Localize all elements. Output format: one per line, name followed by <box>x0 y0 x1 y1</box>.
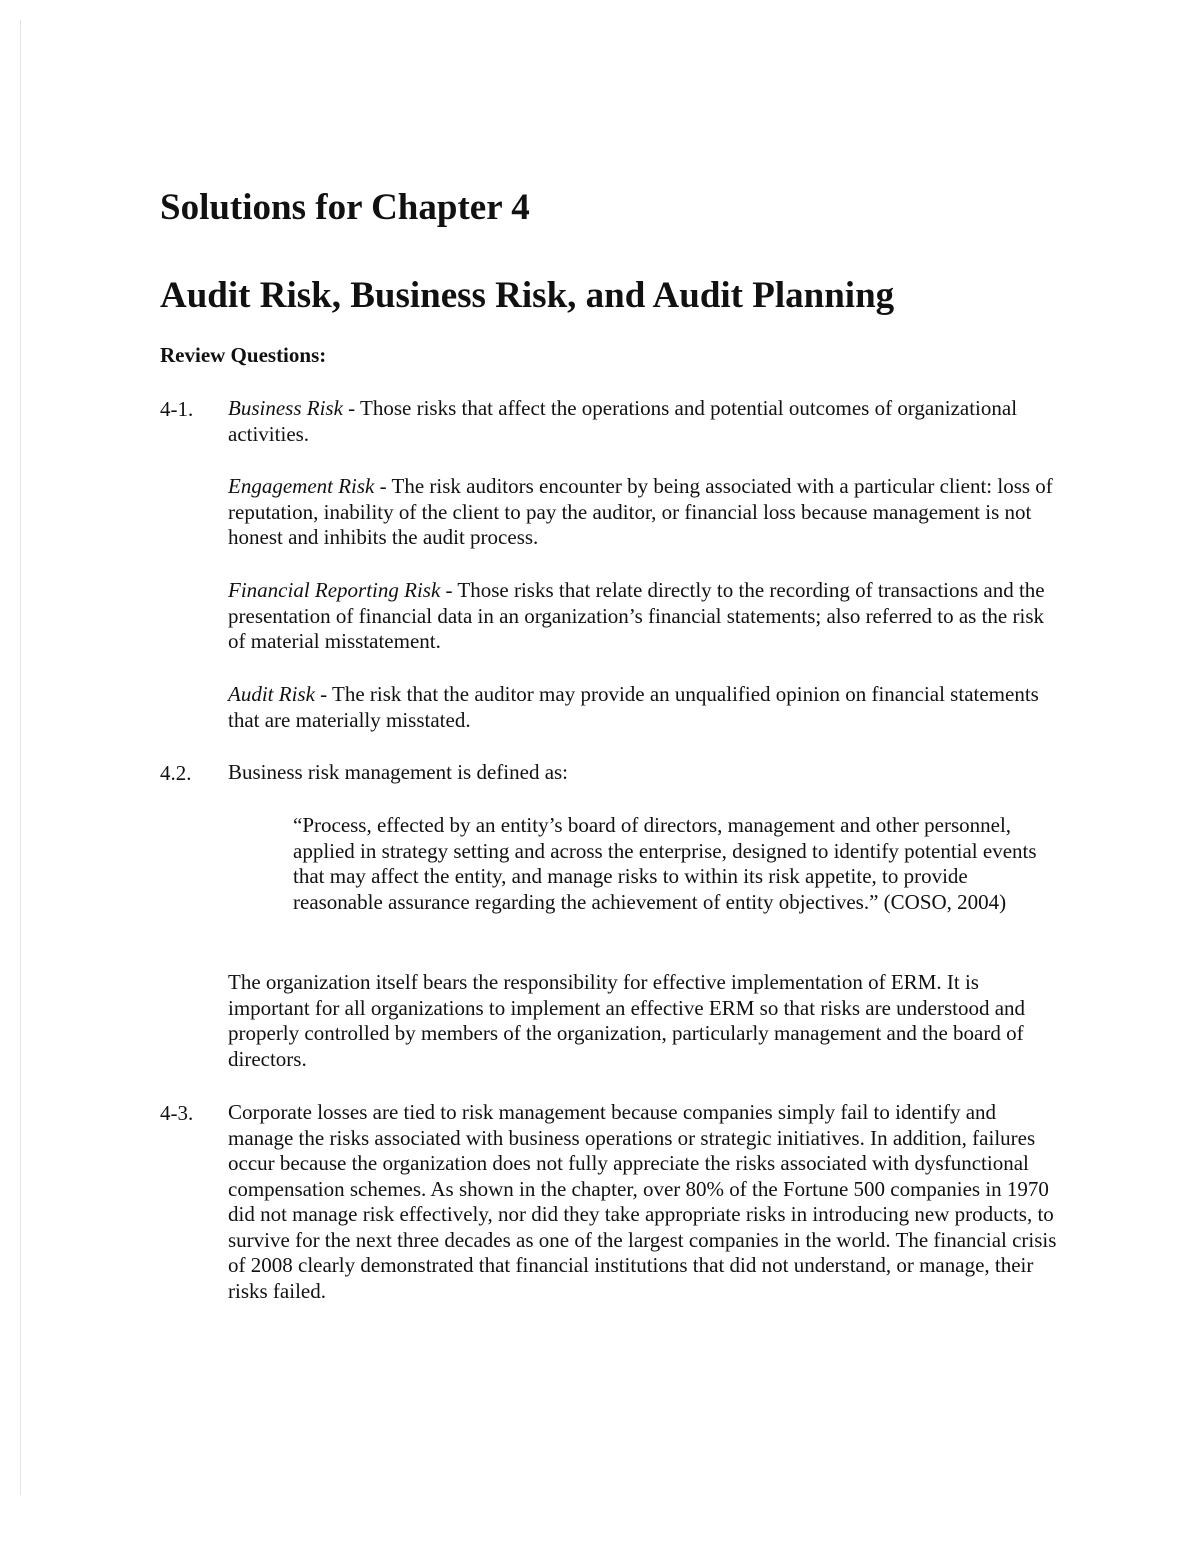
definition-text: - Those risks that relate directly to the recording of transactions and the presentation of financial data in an organization’s financial statements; also referred to as the risk of material misstatement. <box>228 578 1045 653</box>
question-number-4-2: 4.2. <box>160 761 192 785</box>
page-edge-line <box>20 20 21 1495</box>
definition-term: Business Risk <box>228 396 343 420</box>
definition-term: Audit Risk <box>228 682 315 706</box>
question-number-4-3: 4-3. <box>160 1101 194 1125</box>
definition-business-risk <box>228 396 1058 447</box>
q2-intro: Business risk management is defined as: <box>228 760 569 784</box>
section-heading: Review Questions: <box>160 343 327 367</box>
definition-engagement-risk <box>228 474 1058 551</box>
definition-audit-risk <box>228 682 1058 733</box>
definition-term: Financial Reporting Risk <box>228 578 441 602</box>
definition-text: - The risk auditors encounter by being associated with a particular client: loss of reputation, inability of the client to pay the auditor, or financial loss because management is not honest and inhibits the audit process. <box>228 474 1053 549</box>
q3-paragraph: Corporate losses are tied to risk management because companies simply fail to identify and manage the risks associated with business operations or strategic initiatives. In addition, failures occur because the organization does not fully appreciate the risks associated with dysfunctional compensation schemes. As shown in the chapter, over 80% of the Fortune 500 companies in 1970 did not manage risk effectively, nor did they take appropriate risks in introducing new products, to survive for the next three decades as one of the largest companies in the world. The financial crisis of 2008 clearly demonstrated that financial institutions that did not understand, or manage, their risks failed. <box>228 1100 1057 1303</box>
question-number-4-1: 4-1. <box>160 397 194 421</box>
chapter-subtitle: Audit Risk, Business Risk, and Audit Planning <box>160 275 895 316</box>
coso-quote: “Process, effected by an entity’s board of directors, management and other personnel, applied in strategy setting and across the enterprise, designed to identify potential events that may affect the entity, and manage risks to within its risk appetite, to provide reasonable assurance regarding the achievement of entity objectives.” (COSO, 2004) <box>293 813 1037 914</box>
definition-financial-reporting-risk <box>228 578 1058 655</box>
definition-text: - Those risks that affect the operations and potential outcomes of organizational activities. <box>228 396 1018 446</box>
chapter-title: Solutions for Chapter 4 <box>160 187 530 228</box>
q2-paragraph: The organization itself bears the responsibility for effective implementation of ERM. It is important for all organizations to implement an effective ERM so that risks are understood and properly controlled by members of the organization, particularly management and the board of directors. <box>228 970 1026 1071</box>
definition-term: Engagement Risk <box>228 474 375 498</box>
definition-text: - The risk that the auditor may provide an unqualified opinion on financial statements that are materially misstated. <box>228 682 1039 732</box>
